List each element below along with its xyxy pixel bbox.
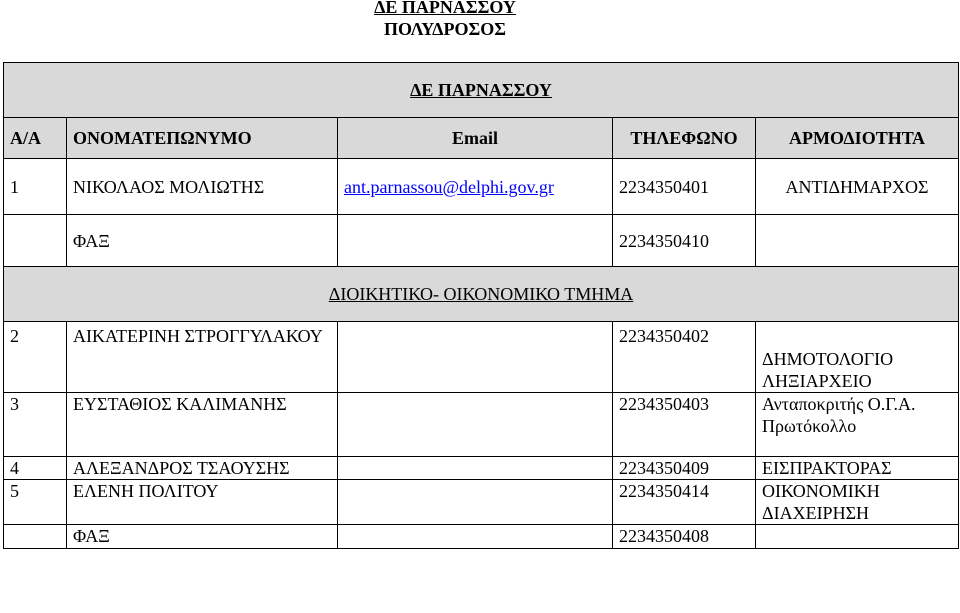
row-phone: 2234350409 — [613, 457, 756, 480]
row-email — [338, 525, 613, 549]
row-role: ΕΙΣΠΡΑΚΤΟΡΑΣ — [756, 457, 959, 480]
fax-label: ΦΑΞ — [67, 525, 338, 549]
row-role: ΟΙΚΟΝΟΜΙΚΗ ΔΙΑΧΕΙΡΗΣΗ — [756, 480, 959, 525]
row-number — [4, 525, 67, 549]
row-role — [756, 525, 959, 549]
row-name: ΝΙΚΟΛΑΟΣ ΜΟΛΙΩΤΗΣ — [67, 159, 338, 215]
table-row — [4, 393, 959, 457]
table-row — [4, 322, 959, 393]
row-role: ΔΗΜΟΤΟΛΟΓΙΟ ΛΗΞΙΑΡΧΕΙΟ — [756, 322, 959, 393]
row-email — [338, 480, 613, 525]
row-phone: 2234350401 — [613, 159, 756, 215]
row-number: 5 — [4, 480, 67, 525]
row-role: Ανταποκριτής Ο.Γ.Α. Πρωτόκολλο — [756, 393, 959, 457]
row-phone: 2234350403 — [613, 393, 756, 457]
row-name: ΑΛΕΞΑΝΔΡΟΣ ΤΣΑΟΥΣΗΣ — [67, 457, 338, 480]
column-header-name: ΟΝΟΜΑΤΕΠΩΝΥΜΟ — [67, 118, 338, 159]
section-header-row — [4, 267, 959, 322]
column-header-no: Α/Α — [4, 118, 67, 159]
table-row — [4, 480, 959, 525]
table-row — [4, 159, 959, 215]
fax-number: 2234350408 — [613, 525, 756, 549]
column-header-phone: ΤΗΛΕΦΩΝΟ — [613, 118, 756, 159]
email-link[interactable]: ant.parnassou@delphi.gov.gr — [344, 176, 554, 197]
section-header-row — [4, 63, 959, 118]
table-row — [4, 457, 959, 480]
row-number — [4, 215, 67, 267]
column-header-row — [4, 118, 959, 159]
row-phone: 2234350414 — [613, 480, 756, 525]
row-number: 2 — [4, 322, 67, 393]
row-name: ΑΙΚΑΤΕΡΙΝΗ ΣΤΡΟΓΓΥΛΑΚΟΥ — [67, 322, 338, 393]
section-title: ΔΕ ΠΑΡΝΑΣΣΟΥ — [4, 63, 959, 118]
row-name: ΕΥΣΤΑΘΙΟΣ ΚΑΛΙΜΑΝΗΣ — [67, 393, 338, 457]
fax-number: 2234350410 — [613, 215, 756, 267]
row-number: 1 — [4, 159, 67, 215]
row-number: 4 — [4, 457, 67, 480]
column-header-email: Email — [338, 118, 613, 159]
row-email — [338, 215, 613, 267]
row-role: ΑΝΤΙΔΗΜΑΡΧΟΣ — [756, 159, 959, 215]
row-email — [338, 159, 613, 215]
document-title — [0, 0, 890, 18]
row-role — [756, 215, 959, 267]
row-email — [338, 322, 613, 393]
fax-row — [4, 525, 959, 549]
row-email — [338, 393, 613, 457]
row-number: 3 — [4, 393, 67, 457]
fax-label: ΦΑΞ — [67, 215, 338, 267]
row-phone: 2234350402 — [613, 322, 756, 393]
directory-table — [3, 62, 959, 549]
title-line-1: ΔΕ ΠΑΡΝΑΣΣΟΥ — [374, 0, 516, 17]
title-line-2: ΠΟΛΥΔΡΟΣΟΣ — [383, 19, 506, 39]
section-title: ΔΙΟΙΚΗΤΙΚΟ- ΟΙΚΟΝΟΜΙΚΟ ΤΜΗΜΑ — [4, 267, 959, 322]
document-subtitle — [0, 18, 890, 40]
fax-row — [4, 215, 959, 267]
row-name: ΕΛΕΝΗ ΠΟΛΙΤΟΥ — [67, 480, 338, 525]
column-header-role: ΑΡΜΟΔΙΟΤΗΤΑ — [756, 118, 959, 159]
row-email — [338, 457, 613, 480]
